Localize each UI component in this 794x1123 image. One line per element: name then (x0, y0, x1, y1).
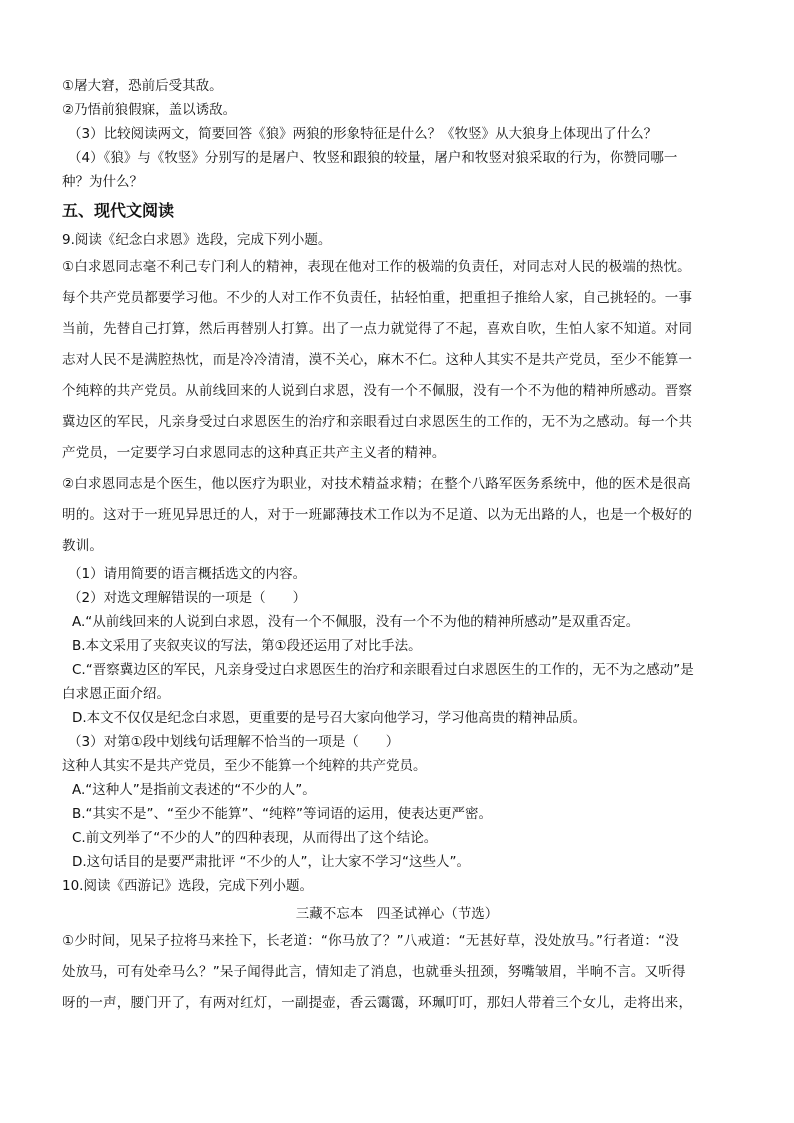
passage-line: 产党员，一定要学习白求恩同志的这种真正共产主义者的精神。 (62, 445, 446, 461)
option-line: B.“其实不是”、“至少不能算”、“纯粹”等词语的运用，使表达更严密。 (72, 806, 493, 822)
passage-line: ①白求恩同志毫不利己专门利人的精神，表现在他对工作的极端的负责任，对同志对人民的极端的热忱。 (62, 259, 691, 275)
subquestion: （2）对选文理解错误的一项是（ ） (68, 590, 307, 606)
passage-paragraph (62, 926, 732, 1019)
question-line: （3）比较阅读两文，简要回答《狼》两狼的形象特征是什么？《牧竖》从大狼身上体现出了什么？ (68, 126, 658, 142)
option-line: A.“这种人”是指前文表述的“不少的人”。 (72, 782, 316, 798)
option-line: C.“晋察冀边区的军民，凡亲身受过白求恩医生的治疗和亲眼看过白求恩医生的工作的，无不为之感动”是 (72, 662, 694, 678)
passage-line: 冀边区的军民，凡亲身受过白求恩医生的治疗和亲眼看过白求恩医生的工作的，无不为之感动。每一个共 (62, 414, 693, 430)
passage-line: 呀的一声，腰门开了，有两对红灯，一副提壶，香云霭霭，环珮叮叮，那妇人带着三个女儿，走将出来， (62, 995, 693, 1011)
option-line: D.本文不仅仅是纪念白求恩，更重要的是号召大家向他学习，学习他高贵的精神品质。 (72, 710, 587, 726)
document-page (62, 74, 732, 1019)
passage-line: 明的。这对于一班见异思迁的人，对于一班鄙薄技术工作以为不足道、以为无出路的人，也是一个极好的 (62, 507, 693, 523)
passage-line: 当前，先替自己打算，然后再替别人打算。出了一点力就觉得了不起，喜欢自吹，生怕人家不知道。对同 (62, 321, 693, 337)
question-line: （4）《狼》与《牧竖》分别写的是屠户、牧竖和跟狼的较量，屠户和牧竖对狼采取的行为，你赞同哪一 (68, 150, 678, 166)
question-title: 9.阅读《纪念白求恩》选段，完成下列小题。 (62, 232, 332, 248)
subquestion: （3）对第①段中划线句话理解不恰当的一项是（ ） (68, 734, 400, 750)
question-line: 种？为什么？ (62, 174, 143, 190)
passage-line: ②白求恩同志是个医生，他以医疗为职业，对技术精益求精；在整个八路军医务系统中，他的医术是很高 (62, 476, 691, 492)
quoted-sentence: 这种人其实不是共产党员，至少不能算一个纯粹的共产党员。 (62, 758, 427, 774)
passage-line: 每个共产党员都要学习他。不少的人对工作不负责任，拈轻怕重，把重担子推给人家，自己挑轻的。一事 (62, 290, 693, 306)
passage-paragraph (62, 469, 732, 562)
question-title: 10.阅读《西游记》选段，完成下列小题。 (62, 878, 313, 894)
option-line: 白求恩正面介绍。 (62, 686, 170, 702)
option-line: B.本文采用了夹叙夹议的写法，第①段还运用了对比手法。 (72, 638, 422, 654)
text-line: ①屠大窘，恐前后受其敌。 (62, 78, 223, 94)
passage-line: 个纯粹的共产党员。从前线回来的人说到白求恩，没有一个不佩服，没有一个不为他的精神所感动。晋察 (62, 383, 693, 399)
passage-paragraph (62, 252, 732, 469)
subquestion: （1）请用简要的语言概括选文的内容。 (68, 566, 307, 582)
text-line: ②乃悟前狼假寐，盖以诱敌。 (62, 102, 237, 118)
passage-title: 三藏不忘本 四圣试禅心（节选） (295, 906, 499, 922)
option-line: D.这句话目的是要严肃批评 “不少的人”，让大家不学习“这些人”。 (72, 854, 470, 870)
passage-line: ①少时间，见呆子拉将马来拴下，长老道：“你马放了？”八戒道：“无甚好草，没处放马。”行者道：“没 (62, 933, 679, 949)
option-line: C.前文列举了“不少的人”的四种表现，从而得出了这个结论。 (72, 830, 438, 846)
passage-line: 处放马，可有处牵马么？”呆子闻得此言，情知走了消息，也就垂头扭颈，努嘴皱眉，半晌不言。又听得 (62, 964, 686, 980)
section-heading: 五、现代文阅读 (62, 201, 175, 220)
option-line: A.“从前线回来的人说到白求恩，没有一个不佩服，没有一个不为他的精神所感动”是双重否定。 (72, 614, 640, 630)
passage-line: 教训。 (62, 538, 104, 554)
passage-line: 志对人民不是满腔热忱，而是冷冷清清，漠不关心，麻木不仁。这种人其实不是共产党员，至少不能算一 (62, 352, 693, 368)
